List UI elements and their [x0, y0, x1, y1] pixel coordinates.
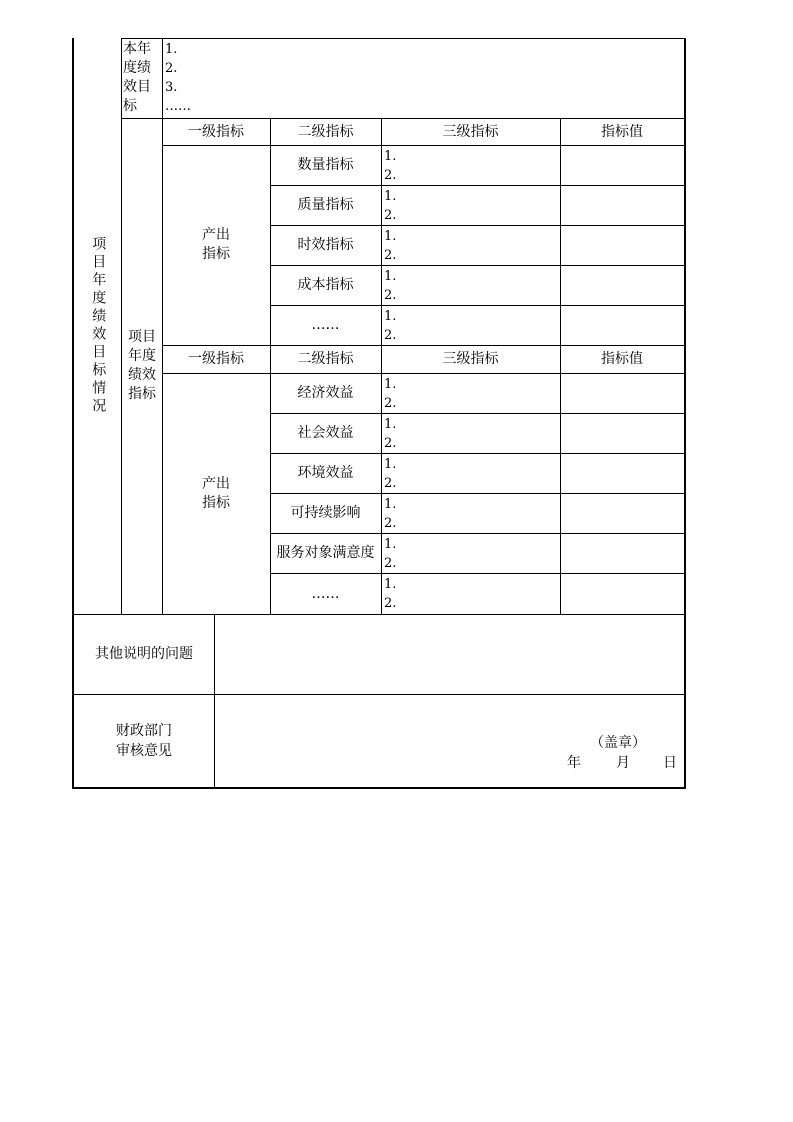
finance-review-label-line2: 审核意见: [116, 742, 172, 759]
header-value: 指标值: [601, 351, 643, 367]
finance-review-label: [74, 694, 214, 787]
section-label: [74, 38, 121, 614]
group1-row-items: [384, 227, 396, 265]
date-month: 月: [616, 755, 630, 771]
other-notes-value[interactable]: [215, 615, 684, 694]
item: 2.: [384, 516, 397, 531]
item: 1.: [384, 269, 397, 284]
group2-row-level2: 社会效益: [297, 425, 354, 441]
header-level2: 二级指标: [297, 351, 354, 367]
section-label-text: 项目年度绩效目标情况: [90, 236, 107, 416]
header-level3: 三级指标: [442, 123, 499, 140]
header-level1: 一级指标: [188, 123, 244, 140]
annual-goal-items: [165, 40, 191, 116]
group1-level1: [162, 145, 270, 345]
item: 1.: [384, 229, 397, 244]
group2-row-items: [384, 455, 396, 493]
group1-row-level2: 时效指标: [297, 237, 354, 253]
finance-review-label-line1: 财政部门: [116, 722, 172, 739]
group2-row-items: [384, 535, 396, 573]
item: 1.: [384, 497, 397, 512]
item: 2.: [384, 396, 397, 411]
group1-row-level2: 成本指标: [297, 277, 354, 293]
group2-row-level2: ……: [311, 585, 340, 602]
group1-row-items: [384, 187, 396, 225]
group2-row-level2: 经济效益: [297, 385, 354, 401]
group2-level1-text: 产出指标: [202, 475, 230, 511]
item: 1.: [384, 417, 397, 432]
group2-row-level2-text: 服务对象满意度: [276, 545, 375, 561]
bottom-border: [72, 787, 686, 789]
item: 1.: [384, 189, 397, 204]
header-level1: 一级指标: [188, 351, 244, 367]
header-level2: 二级指标: [297, 123, 354, 140]
group2-row-items: [384, 575, 396, 613]
item: 2.: [384, 288, 397, 303]
item: 1.: [384, 149, 397, 164]
group1-row-level2: ……: [311, 317, 340, 333]
item: 2.: [384, 436, 397, 451]
item: 2.: [384, 556, 397, 571]
indicators-label-text: 项目年度绩效指标: [128, 329, 156, 402]
date-year: 年: [567, 755, 581, 771]
item: 2.: [384, 328, 397, 343]
header-value: 指标值: [601, 123, 643, 140]
group2-row-items: [384, 415, 396, 453]
group1-row-level2: 质量指标: [297, 197, 354, 213]
item: 2.: [384, 248, 397, 263]
top-border: [121, 38, 685, 39]
group2-row-items: [384, 495, 396, 533]
header-level3: 三级指标: [442, 351, 499, 367]
other-notes-label: 其他说明的问题: [95, 646, 193, 662]
group2-row-level2: [270, 533, 381, 573]
annual-goal-label: 本年度绩效目标: [123, 41, 151, 114]
group1-row-items: [384, 267, 396, 305]
item: 1.: [384, 377, 397, 392]
group2-level1: [162, 373, 270, 614]
item: 1.: [384, 577, 397, 592]
item: 2.: [384, 168, 397, 183]
item: 2.: [384, 208, 397, 223]
group1-row-level2: 数量指标: [297, 157, 354, 173]
group1-level1-text: 产出指标: [202, 227, 230, 262]
item: 1.: [384, 309, 397, 324]
seal-text: （盖章）: [590, 735, 646, 751]
item: 2.: [384, 596, 397, 611]
goal-item: ……: [165, 99, 191, 114]
goal-item: 1.: [165, 42, 178, 57]
item: 1.: [384, 457, 397, 472]
group2-row-items: [384, 375, 396, 413]
goal-item: 2.: [165, 61, 178, 76]
group1-row-items: [384, 147, 396, 185]
item: 2.: [384, 476, 397, 491]
group1-row-items: [384, 307, 396, 345]
item: 1.: [384, 537, 397, 552]
indicators-label: [122, 118, 162, 614]
group2-row-level2: 可持续影响: [290, 505, 361, 521]
group2-row-level2: 环境效益: [297, 465, 354, 481]
date-day: 日: [663, 755, 677, 771]
goal-item: 3.: [165, 80, 178, 95]
